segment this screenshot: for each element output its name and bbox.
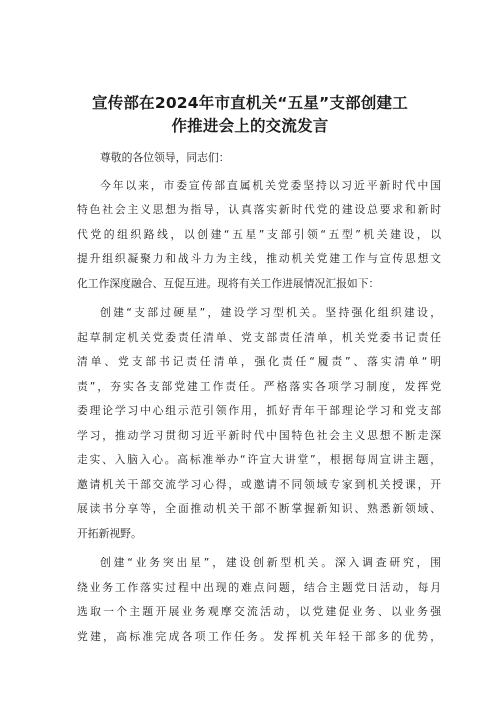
paragraph-line: 化工作深度融合、互促互进。现将有关工作进展情况汇报如下：: [77, 276, 380, 290]
paragraph-line: 选取一个主题开展业务观摩交流活动，以党建促业务、以业务强: [77, 605, 441, 618]
paragraph-line: 创建“支部过硬星”，建设学习型机关。坚持强化组织建设，: [100, 306, 441, 319]
salutation: 尊敬的各位领导，同志们：: [100, 151, 230, 164]
paragraph-line: 创建“业务突出星”，建设创新型机关。深入调查研究，围: [100, 556, 441, 569]
paragraph-line: 展读书分享等，全面推动机关干部不断掌握新知识、熟悉新领域、: [77, 502, 441, 515]
paragraph-learning-organ: [77, 301, 441, 546]
paragraph-line: 邀请机关干部交流学习心得，或邀请不同领域专家到机关授课，开: [77, 477, 441, 491]
title-line: 作推进会上的交流发言: [171, 117, 329, 135]
paragraph-line: 委理论学习中心组示范引领作用，抓好青年干部理论学习和党支部: [77, 404, 441, 417]
paragraph-line: 绕业务工作落实过程中出现的难点问题，结合主题党日活动，每月: [77, 580, 441, 594]
paragraph-line: 党建，高标准完成各项工作任务。发挥机关年轻干部多的优势，: [77, 629, 441, 643]
paragraph-line: 清单、党支部书记责任清单，强化责任“履责”、落实清单“明: [77, 355, 441, 368]
paragraph-line: 起草制定机关党委责任清单、党支部责任清单，机关党委书记责任: [77, 330, 441, 344]
paragraph-line: 提升组织凝聚力和战斗力为主线，推动机关党建工作与宣传思想文: [77, 252, 441, 265]
paragraph-line: 走实、入脑入心。高标准举办“许宣大讲堂”，根据每周宣讲主题，: [77, 453, 441, 466]
paragraph-line: 开拓新视野。: [77, 526, 142, 540]
title-line: 宣传部在2024年市直机关“五星”支部创建工: [92, 94, 408, 112]
document-title: [60, 92, 440, 138]
paragraph-intro: [77, 174, 441, 297]
paragraph-innovative-organ: [77, 551, 441, 649]
paragraph-line: 责”，夯实各支部党建工作责任。严格落实各项学习制度，发挥党: [77, 379, 441, 393]
paragraph-line: 代党的组织路线，以创建“五星”支部引领“五型”机关建设，以: [77, 227, 441, 241]
paragraph-line: 学习，推动学习贯彻习近平新时代中国特色社会主义思想不断走深: [77, 428, 441, 442]
document-body: [77, 146, 441, 654]
paragraph-line: 特色社会主义思想为指导，认真落实新时代党的建设总要求和新时: [77, 203, 441, 216]
paragraph-line: 今年以来，市委宣传部直属机关党委坚持以习近平新时代中国: [100, 178, 441, 192]
